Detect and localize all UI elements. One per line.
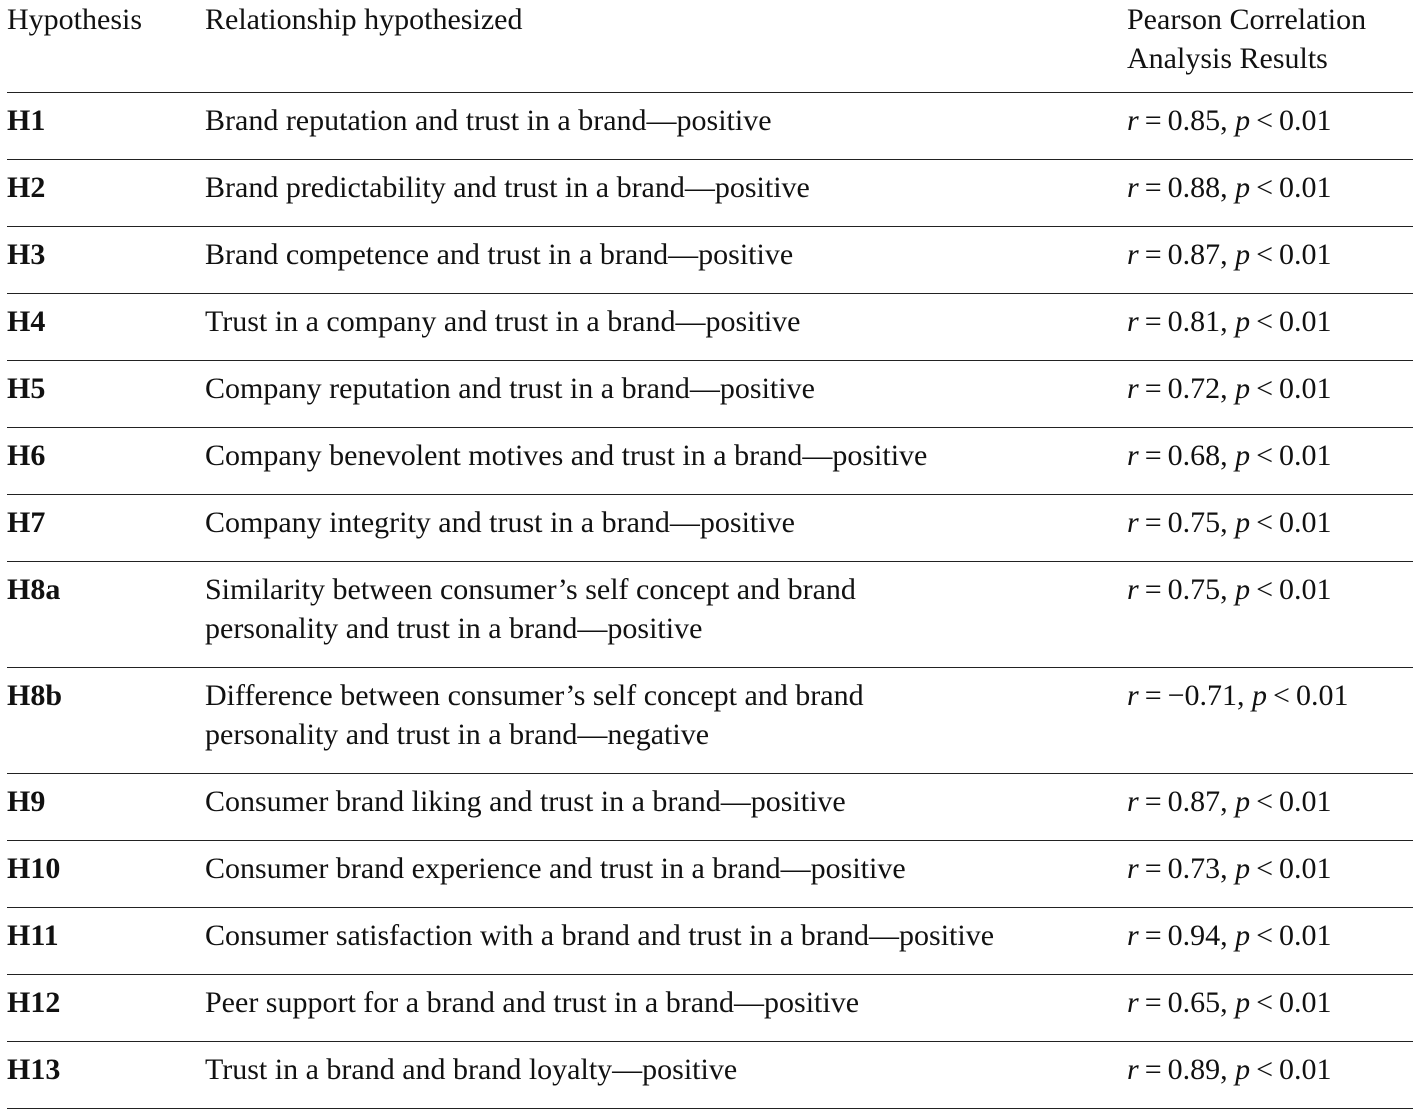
p-value: 0.01	[1279, 372, 1332, 405]
p-value: 0.01	[1279, 104, 1332, 137]
relationship-text: Company reputation and trust in a brand—positive	[205, 372, 815, 405]
hypothesis-id: H9	[7, 785, 46, 818]
p-value: 0.01	[1279, 1053, 1332, 1086]
r-value: 0.89	[1167, 1053, 1221, 1086]
correlation-result: r = 0.85, p < 0.01	[1127, 104, 1332, 137]
hypothesis-id: H10	[7, 852, 61, 885]
relationship-text: Company integrity and trust in a brand—positive	[205, 506, 795, 539]
header-relationship: Relationship hypothesized	[205, 3, 523, 36]
relationship-text: Consumer satisfaction with a brand and trust in a brand—positive	[205, 919, 995, 952]
correlation-result: r = −0.71, p < 0.01	[1127, 679, 1349, 712]
p-value: 0.01	[1279, 238, 1332, 271]
table-row	[7, 774, 1413, 841]
r-value: 0.72	[1167, 372, 1221, 405]
relationship-text: Brand reputation and trust in a brand—positive	[205, 104, 772, 137]
p-value: 0.01	[1295, 679, 1349, 712]
table-row	[7, 227, 1413, 294]
correlation-result: r = 0.72, p < 0.01	[1127, 372, 1332, 405]
relationship-text: Consumer brand liking and trust in a brand—positive	[205, 785, 846, 818]
correlation-result: r = 0.89, p < 0.01	[1127, 1053, 1332, 1086]
p-value: 0.01	[1279, 785, 1332, 818]
header-results-line2: Analysis Results	[1127, 42, 1328, 75]
r-value: 0.68	[1167, 439, 1221, 472]
p-value: 0.01	[1279, 986, 1332, 1019]
table-row	[7, 93, 1413, 160]
p-value: 0.01	[1279, 573, 1332, 606]
correlation-result: r = 0.73, p < 0.01	[1127, 852, 1332, 885]
relationship-text: Difference between consumer’s self concept and brand personality and trust in a brand—negative	[205, 679, 864, 751]
r-value: 0.73	[1167, 852, 1221, 885]
hypothesis-table	[7, 0, 1413, 1109]
table-row	[7, 1042, 1413, 1109]
r-value: 0.65	[1167, 986, 1221, 1019]
table-row	[7, 841, 1413, 908]
correlation-result: r = 0.68, p < 0.01	[1127, 439, 1332, 472]
p-value: 0.01	[1279, 439, 1332, 472]
table-row	[7, 908, 1413, 975]
p-value: 0.01	[1279, 919, 1332, 952]
table-row	[7, 668, 1413, 774]
table-body	[7, 93, 1413, 1109]
table-row	[7, 562, 1413, 668]
r-value: 0.85	[1167, 104, 1221, 137]
relationship-text: Peer support for a brand and trust in a brand—positive	[205, 986, 860, 1019]
correlation-result: r = 0.87, p < 0.01	[1127, 238, 1332, 271]
hypothesis-id: H12	[7, 986, 61, 1019]
header-results	[1127, 0, 1425, 78]
r-value: 0.75	[1167, 506, 1221, 539]
table-row	[7, 428, 1413, 495]
correlation-result: r = 0.75, p < 0.01	[1127, 506, 1332, 539]
relationship-text: Trust in a company and trust in a brand—positive	[205, 305, 801, 338]
p-value: 0.01	[1279, 171, 1332, 204]
table-row	[7, 975, 1413, 1042]
r-value: 0.88	[1167, 171, 1221, 204]
correlation-result: r = 0.94, p < 0.01	[1127, 919, 1332, 952]
relationship-text: Similarity between consumer’s self concept and brand personality and trust in a brand—positive	[205, 573, 856, 645]
hypothesis-id: H1	[7, 104, 46, 137]
hypothesis-id: H8a	[7, 573, 61, 606]
hypothesis-id: H2	[7, 171, 46, 204]
correlation-result: r = 0.81, p < 0.01	[1127, 305, 1332, 338]
table-row	[7, 160, 1413, 227]
r-value: 0.87	[1167, 785, 1221, 818]
r-value: 0.75	[1167, 573, 1221, 606]
p-value: 0.01	[1279, 305, 1332, 338]
hypothesis-id: H8b	[7, 679, 63, 712]
table-row	[7, 294, 1413, 361]
relationship-text: Brand predictability and trust in a brand—positive	[205, 171, 810, 204]
p-value: 0.01	[1279, 506, 1332, 539]
table-row	[7, 495, 1413, 562]
table-header	[7, 0, 1413, 93]
table-row	[7, 361, 1413, 428]
correlation-result: r = 0.65, p < 0.01	[1127, 986, 1332, 1019]
hypothesis-id: H5	[7, 372, 46, 405]
hypothesis-id: H11	[7, 919, 59, 952]
header-hypothesis: Hypothesis	[7, 3, 142, 36]
correlation-result: r = 0.87, p < 0.01	[1127, 785, 1332, 818]
hypothesis-id: H13	[7, 1053, 61, 1086]
hypothesis-id: H6	[7, 439, 46, 472]
hypothesis-id: H3	[7, 238, 46, 271]
relationship-text: Company benevolent motives and trust in a brand—positive	[205, 439, 928, 472]
header-results-line1: Pearson Correlation	[1127, 3, 1367, 36]
correlation-result: r = 0.88, p < 0.01	[1127, 171, 1332, 204]
correlation-result: r = 0.75, p < 0.01	[1127, 573, 1332, 606]
r-value: 0.94	[1167, 919, 1221, 952]
p-value: 0.01	[1279, 852, 1332, 885]
r-value: −0.71	[1167, 679, 1238, 712]
r-value: 0.81	[1167, 305, 1221, 338]
relationship-text: Consumer brand experience and trust in a brand—positive	[205, 852, 906, 885]
hypothesis-id: H4	[7, 305, 46, 338]
relationship-text: Trust in a brand and brand loyalty—positive	[205, 1053, 738, 1086]
r-value: 0.87	[1167, 238, 1221, 271]
hypothesis-id: H7	[7, 506, 46, 539]
relationship-text: Brand competence and trust in a brand—positive	[205, 238, 794, 271]
